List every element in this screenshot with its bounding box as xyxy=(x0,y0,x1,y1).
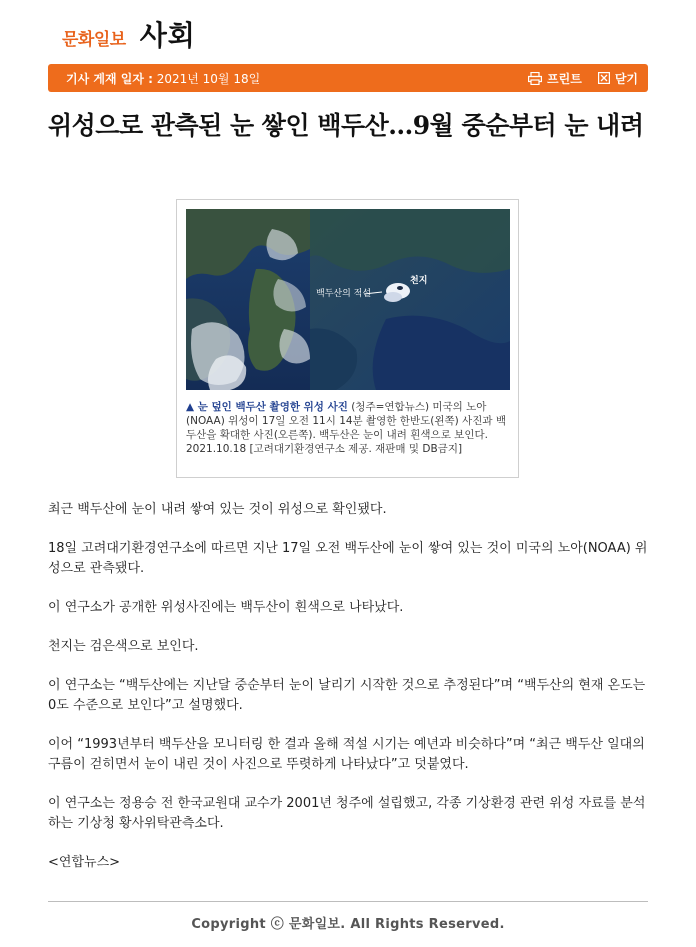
close-label: 닫기 xyxy=(614,71,638,86)
satellite-image xyxy=(186,209,510,390)
close-button[interactable] xyxy=(598,70,638,87)
section-title: 사회 xyxy=(139,19,196,52)
satellite-photo[interactable] xyxy=(186,209,510,390)
brand-logo[interactable]: 문화일보 xyxy=(62,30,126,50)
paragraph: 최근 백두산에 눈이 내려 쌓여 있는 것이 위성으로 확인됐다. xyxy=(48,502,387,517)
print-button[interactable] xyxy=(528,70,582,87)
caption-text: (청주=연합뉴스) 미국의 노아(NOAA) 위성이 17일 오전 11시 14분 촬영한 한반도(왼쪽) 사진과 백두산을 확대한 사진(오른쪽). 백두산은 눈이 내려 흰색으로 보인다. 2021.10.18 [고려대기환경연구소 제공. 재판매 및 DB금지] xyxy=(186,401,506,455)
publish-date xyxy=(66,70,260,87)
paragraph: 이어 “1993년부터 백두산을 모니터링 한 결과 올해 적설 시기는 예년과 비슷하다”며 “최근 백두산 일대의 구름이 걷히면서 눈이 내린 것이 사진으로 뚜렷하게 나타났다”고 덧붙였다. xyxy=(48,737,645,772)
paragraph: 천지는 검은색으로 보인다. xyxy=(48,639,199,654)
article-headline: 위성으로 관측된 눈 쌓인 백두산…9월 중순부터 눈 내려 xyxy=(48,111,644,140)
caption-title: ▲ 눈 덮인 백두산 촬영한 위성 사진 xyxy=(186,401,348,413)
publish-date-label: 기사 게재 일자 : xyxy=(66,71,153,86)
footer-divider xyxy=(48,901,648,902)
label-baekdu: 백두산의 적설 xyxy=(316,289,372,299)
publish-date-value: 2021년 10월 18일 xyxy=(156,71,261,86)
paragraph: 이 연구소는 “백두산에는 지난달 중순부터 눈이 날리기 시작한 것으로 추정된다”며 “백두산의 현재 온도는 0도 수준으로 보인다”고 설명했다. xyxy=(48,678,646,713)
article-info-bar xyxy=(48,64,648,92)
photo-caption xyxy=(186,400,512,456)
paragraph: 이 연구소는 정용승 전 한국교원대 교수가 2001년 청주에 설립했고, 각종 기상환경 관련 위성 자료를 분석하는 기상청 황사위탁관측소다. xyxy=(48,796,646,831)
paragraph: 이 연구소가 공개한 위성사진에는 백두산이 흰색으로 나타났다. xyxy=(48,600,404,615)
close-icon xyxy=(598,72,610,84)
copyright-text: Copyright ⓒ 문화일보. All Rights Reserved. xyxy=(191,917,505,932)
photo-box xyxy=(176,199,519,478)
article-body xyxy=(48,500,654,892)
masthead xyxy=(62,14,196,54)
news-source: <연합뉴스> xyxy=(48,855,121,870)
printer-icon xyxy=(528,72,542,85)
paragraph: 18일 고려대기환경연구소에 따르면 지난 17일 오전 백두산에 눈이 쌓여 있는 것이 미국의 노아(NOAA) 위성으로 관측됐다. xyxy=(48,541,648,576)
print-label: 프린트 xyxy=(547,71,582,86)
label-cheonji: 천지 xyxy=(410,276,428,286)
